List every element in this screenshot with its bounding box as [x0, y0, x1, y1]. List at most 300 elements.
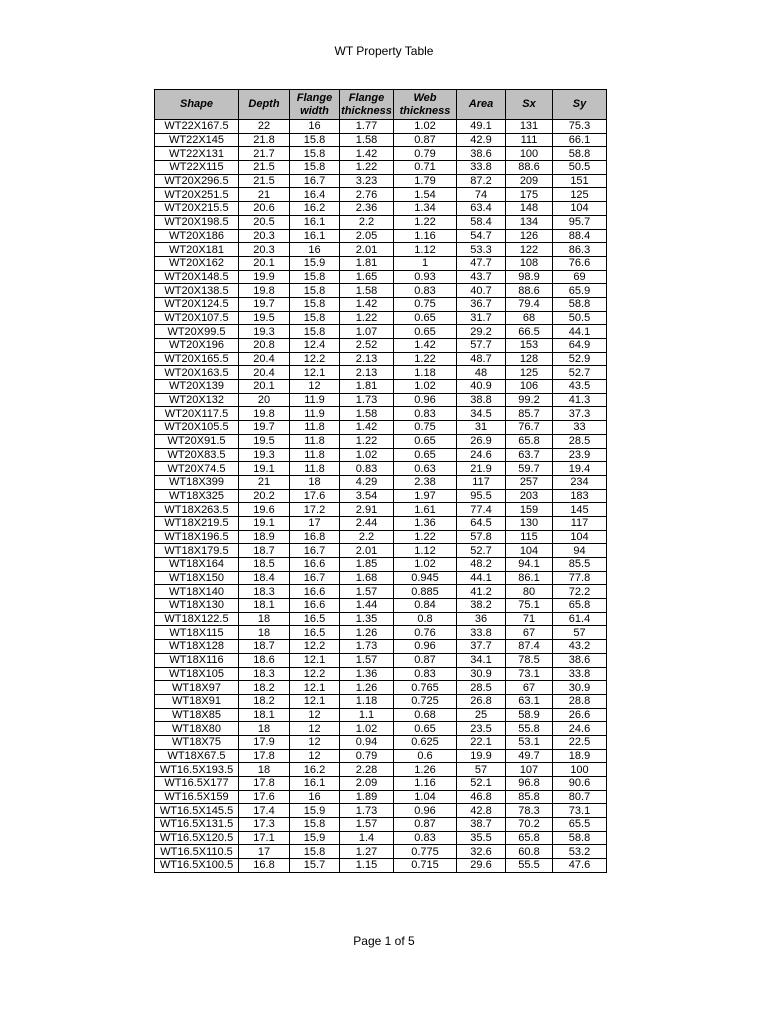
cell-sx: 86.1	[506, 571, 553, 585]
cell-sy: 80.7	[553, 790, 607, 804]
table-row	[155, 859, 607, 873]
cell-sy: 19.4	[553, 462, 607, 476]
cell-sy: 151	[553, 174, 607, 188]
cell-flange-width: 16.1	[290, 215, 340, 229]
cell-flange-width: 16.6	[290, 599, 340, 613]
cell-area: 95.5	[457, 489, 506, 503]
page-title: WT Property Table	[334, 44, 434, 58]
cell-web-thickness: 0.68	[394, 708, 457, 722]
cell-web-thickness: 0.945	[394, 571, 457, 585]
cell-flange-width: 15.8	[290, 270, 340, 284]
cell-flange-thickness: 4.29	[340, 475, 394, 489]
cell-flange-thickness: 1.42	[340, 297, 394, 311]
cell-shape: WT22X115	[155, 161, 239, 175]
table-row	[155, 516, 607, 530]
cell-flange-width: 16.7	[290, 174, 340, 188]
cell-web-thickness: 1.42	[394, 339, 457, 353]
cell-flange-thickness: 2.28	[340, 763, 394, 777]
cell-flange-thickness: 1.57	[340, 653, 394, 667]
cell-web-thickness: 0.96	[394, 393, 457, 407]
cell-sy: 57	[553, 626, 607, 640]
cell-flange-thickness: 2.05	[340, 229, 394, 243]
cell-sy: 104	[553, 530, 607, 544]
cell-area: 26.9	[457, 434, 506, 448]
cell-sy: 85.5	[553, 558, 607, 572]
cell-flange-width: 15.9	[290, 831, 340, 845]
cell-web-thickness: 0.65	[394, 448, 457, 462]
cell-area: 23.5	[457, 722, 506, 736]
cell-shape: WT16.5X193.5	[155, 763, 239, 777]
cell-web-thickness: 1.61	[394, 503, 457, 517]
cell-depth: 20.8	[239, 339, 290, 353]
cell-depth: 20.3	[239, 229, 290, 243]
cell-sy: 183	[553, 489, 607, 503]
table-row	[155, 845, 607, 859]
cell-depth: 20.2	[239, 489, 290, 503]
table-row	[155, 366, 607, 380]
cell-flange-width: 16.7	[290, 571, 340, 585]
cell-area: 47.7	[457, 256, 506, 270]
cell-flange-width: 12.4	[290, 339, 340, 353]
cell-shape: WT18X97	[155, 681, 239, 695]
cell-sy: 53.2	[553, 845, 607, 859]
cell-depth: 18	[239, 612, 290, 626]
cell-area: 26.8	[457, 694, 506, 708]
cell-flange-width: 16.1	[290, 229, 340, 243]
cell-flange-thickness: 1.81	[340, 256, 394, 270]
cell-sy: 28.8	[553, 694, 607, 708]
cell-sy: 76.6	[553, 256, 607, 270]
cell-flange-thickness: 1.26	[340, 681, 394, 695]
cell-flange-width: 16.6	[290, 558, 340, 572]
cell-web-thickness: 0.83	[394, 407, 457, 421]
cell-sy: 77.8	[553, 571, 607, 585]
cell-flange-width: 12	[290, 735, 340, 749]
table-row	[155, 462, 607, 476]
cell-depth: 17.9	[239, 735, 290, 749]
cell-depth: 19.5	[239, 311, 290, 325]
cell-web-thickness: 0.63	[394, 462, 457, 476]
cell-flange-width: 12	[290, 749, 340, 763]
cell-flange-width: 15.8	[290, 161, 340, 175]
cell-web-thickness: 1.16	[394, 777, 457, 791]
table-row	[155, 380, 607, 394]
cell-web-thickness: 0.65	[394, 722, 457, 736]
cell-shape: WT20X91.5	[155, 434, 239, 448]
cell-shape: WT18X130	[155, 599, 239, 613]
cell-sy: 58.8	[553, 831, 607, 845]
cell-sy: 65.5	[553, 818, 607, 832]
cell-depth: 18.7	[239, 544, 290, 558]
cell-sy: 22.5	[553, 735, 607, 749]
cell-flange-thickness: 1.68	[340, 571, 394, 585]
cell-sy: 72.2	[553, 585, 607, 599]
table-row	[155, 694, 607, 708]
cell-area: 33.8	[457, 161, 506, 175]
table-row	[155, 202, 607, 216]
cell-sx: 85.8	[506, 790, 553, 804]
cell-area: 64.5	[457, 516, 506, 530]
cell-shape: WT18X85	[155, 708, 239, 722]
table-row	[155, 640, 607, 654]
cell-area: 52.1	[457, 777, 506, 791]
cell-web-thickness: 0.65	[394, 325, 457, 339]
cell-shape: WT18X128	[155, 640, 239, 654]
table-row	[155, 571, 607, 585]
cell-shape: WT18X122.5	[155, 612, 239, 626]
table-row	[155, 147, 607, 161]
cell-web-thickness: 1.34	[394, 202, 457, 216]
cell-area: 58.4	[457, 215, 506, 229]
cell-web-thickness: 0.75	[394, 421, 457, 435]
cell-web-thickness: 1.16	[394, 229, 457, 243]
cell-area: 19.9	[457, 749, 506, 763]
cell-area: 74	[457, 188, 506, 202]
cell-area: 77.4	[457, 503, 506, 517]
cell-depth: 19.5	[239, 434, 290, 448]
cell-shape: WT18X196.5	[155, 530, 239, 544]
cell-depth: 19.3	[239, 448, 290, 462]
cell-flange-width: 11.8	[290, 462, 340, 476]
header-depth: Depth	[239, 90, 290, 120]
cell-flange-thickness: 1.42	[340, 147, 394, 161]
cell-area: 36.7	[457, 297, 506, 311]
table-row	[155, 599, 607, 613]
cell-sy: 50.5	[553, 161, 607, 175]
cell-web-thickness: 1.12	[394, 243, 457, 257]
cell-area: 38.7	[457, 818, 506, 832]
table-row	[155, 311, 607, 325]
cell-shape: WT20X196	[155, 339, 239, 353]
cell-area: 42.8	[457, 804, 506, 818]
cell-flange-width: 15.9	[290, 256, 340, 270]
cell-shape: WT20X148.5	[155, 270, 239, 284]
table-row	[155, 120, 607, 134]
cell-flange-thickness: 1.57	[340, 585, 394, 599]
cell-flange-thickness: 2.01	[340, 243, 394, 257]
cell-flange-thickness: 1.22	[340, 434, 394, 448]
cell-flange-thickness: 1.57	[340, 818, 394, 832]
cell-web-thickness: 0.96	[394, 640, 457, 654]
table-row	[155, 544, 607, 558]
cell-sx: 203	[506, 489, 553, 503]
cell-web-thickness: 0.87	[394, 653, 457, 667]
cell-flange-width: 16.8	[290, 530, 340, 544]
cell-area: 44.1	[457, 571, 506, 585]
cell-shape: WT20X198.5	[155, 215, 239, 229]
cell-depth: 17.4	[239, 804, 290, 818]
cell-sy: 104	[553, 202, 607, 216]
cell-flange-thickness: 2.36	[340, 202, 394, 216]
cell-flange-thickness: 1.02	[340, 722, 394, 736]
table-row	[155, 763, 607, 777]
cell-sx: 148	[506, 202, 553, 216]
header-area: Area	[457, 90, 506, 120]
cell-flange-thickness: 2.13	[340, 366, 394, 380]
table-row	[155, 831, 607, 845]
cell-web-thickness: 0.625	[394, 735, 457, 749]
cell-depth: 18.2	[239, 681, 290, 695]
cell-web-thickness: 0.65	[394, 434, 457, 448]
table-row	[155, 530, 607, 544]
cell-shape: WT18X164	[155, 558, 239, 572]
cell-flange-thickness: 2.01	[340, 544, 394, 558]
cell-sy: 28.5	[553, 434, 607, 448]
cell-flange-thickness: 1.89	[340, 790, 394, 804]
cell-flange-width: 17.6	[290, 489, 340, 503]
table-row	[155, 352, 607, 366]
cell-sx: 159	[506, 503, 553, 517]
cell-depth: 17.8	[239, 749, 290, 763]
table-row	[155, 612, 607, 626]
cell-shape: WT16.5X145.5	[155, 804, 239, 818]
cell-flange-width: 12	[290, 380, 340, 394]
table-row	[155, 626, 607, 640]
cell-area: 40.7	[457, 284, 506, 298]
cell-flange-thickness: 1.58	[340, 133, 394, 147]
header-flange-width: Flange width	[290, 90, 340, 120]
cell-sx: 66.5	[506, 325, 553, 339]
cell-sx: 63.1	[506, 694, 553, 708]
cell-sy: 24.6	[553, 722, 607, 736]
cell-flange-width: 12.1	[290, 653, 340, 667]
cell-sy: 44.1	[553, 325, 607, 339]
cell-sx: 98.9	[506, 270, 553, 284]
cell-sx: 55.5	[506, 859, 553, 873]
cell-flange-width: 16	[290, 243, 340, 257]
table-row	[155, 284, 607, 298]
cell-area: 87.2	[457, 174, 506, 188]
cell-flange-width: 16	[290, 790, 340, 804]
cell-sx: 122	[506, 243, 553, 257]
cell-flange-thickness: 1.73	[340, 804, 394, 818]
cell-web-thickness: 0.65	[394, 311, 457, 325]
cell-depth: 20.5	[239, 215, 290, 229]
cell-area: 43.7	[457, 270, 506, 284]
cell-sx: 153	[506, 339, 553, 353]
cell-flange-thickness: 1.22	[340, 161, 394, 175]
cell-area: 31	[457, 421, 506, 435]
cell-flange-thickness: 1.44	[340, 599, 394, 613]
cell-area: 32.6	[457, 845, 506, 859]
cell-shape: WT20X138.5	[155, 284, 239, 298]
cell-sy: 30.9	[553, 681, 607, 695]
cell-web-thickness: 1.22	[394, 352, 457, 366]
cell-sy: 52.9	[553, 352, 607, 366]
cell-sx: 94.1	[506, 558, 553, 572]
cell-flange-thickness: 1.65	[340, 270, 394, 284]
cell-depth: 20.1	[239, 256, 290, 270]
cell-sy: 88.4	[553, 229, 607, 243]
cell-web-thickness: 1.97	[394, 489, 457, 503]
cell-depth: 18.3	[239, 667, 290, 681]
cell-sy: 100	[553, 763, 607, 777]
table-row	[155, 818, 607, 832]
cell-flange-thickness: 2.13	[340, 352, 394, 366]
cell-area: 52.7	[457, 544, 506, 558]
cell-sx: 78.3	[506, 804, 553, 818]
cell-web-thickness: 1.79	[394, 174, 457, 188]
cell-flange-width: 15.8	[290, 818, 340, 832]
cell-sx: 59.7	[506, 462, 553, 476]
cell-shape: WT20X251.5	[155, 188, 239, 202]
cell-shape: WT18X325	[155, 489, 239, 503]
cell-shape: WT18X263.5	[155, 503, 239, 517]
cell-web-thickness: 0.87	[394, 133, 457, 147]
cell-shape: WT18X179.5	[155, 544, 239, 558]
cell-flange-thickness: 1.1	[340, 708, 394, 722]
table-body	[155, 120, 607, 873]
cell-shape: WT20X124.5	[155, 297, 239, 311]
cell-area: 46.8	[457, 790, 506, 804]
cell-area: 48	[457, 366, 506, 380]
cell-web-thickness: 1.02	[394, 120, 457, 134]
cell-sx: 60.8	[506, 845, 553, 859]
cell-flange-thickness: 3.23	[340, 174, 394, 188]
table-row	[155, 270, 607, 284]
wt-property-table	[154, 89, 607, 873]
cell-shape: WT22X145	[155, 133, 239, 147]
table-row	[155, 434, 607, 448]
cell-flange-thickness: 1.18	[340, 694, 394, 708]
cell-shape: WT16.5X100.5	[155, 859, 239, 873]
cell-sx: 63.7	[506, 448, 553, 462]
header-flange-thickness: Flange thickness	[340, 90, 394, 120]
cell-shape: WT20X99.5	[155, 325, 239, 339]
cell-area: 34.5	[457, 407, 506, 421]
cell-flange-thickness: 1.07	[340, 325, 394, 339]
table-row	[155, 339, 607, 353]
cell-sx: 100	[506, 147, 553, 161]
cell-sx: 209	[506, 174, 553, 188]
cell-sx: 65.8	[506, 434, 553, 448]
cell-sy: 65.9	[553, 284, 607, 298]
cell-sx: 71	[506, 612, 553, 626]
cell-web-thickness: 1.22	[394, 215, 457, 229]
cell-depth: 19.8	[239, 407, 290, 421]
cell-area: 21.9	[457, 462, 506, 476]
cell-sy: 37.3	[553, 407, 607, 421]
table-row	[155, 489, 607, 503]
cell-web-thickness: 1	[394, 256, 457, 270]
cell-sy: 145	[553, 503, 607, 517]
cell-sx: 79.4	[506, 297, 553, 311]
cell-flange-thickness: 2.09	[340, 777, 394, 791]
table-row	[155, 777, 607, 791]
cell-shape: WT18X140	[155, 585, 239, 599]
cell-sy: 94	[553, 544, 607, 558]
table-row	[155, 735, 607, 749]
cell-sy: 43.5	[553, 380, 607, 394]
cell-flange-width: 15.8	[290, 325, 340, 339]
cell-flange-thickness: 1.85	[340, 558, 394, 572]
cell-flange-width: 11.9	[290, 393, 340, 407]
cell-shape: WT18X150	[155, 571, 239, 585]
cell-sx: 88.6	[506, 284, 553, 298]
header-sx: Sx	[506, 90, 553, 120]
cell-flange-width: 15.8	[290, 133, 340, 147]
cell-area: 57.8	[457, 530, 506, 544]
cell-area: 34.1	[457, 653, 506, 667]
cell-flange-width: 16.6	[290, 585, 340, 599]
cell-depth: 17.1	[239, 831, 290, 845]
cell-sy: 43.2	[553, 640, 607, 654]
table-row	[155, 297, 607, 311]
table-row	[155, 393, 607, 407]
cell-sx: 115	[506, 530, 553, 544]
cell-flange-thickness: 1.36	[340, 667, 394, 681]
cell-area: 38.6	[457, 147, 506, 161]
cell-depth: 19.1	[239, 462, 290, 476]
table-row	[155, 421, 607, 435]
table-row	[155, 653, 607, 667]
cell-shape: WT20X74.5	[155, 462, 239, 476]
cell-web-thickness: 1.22	[394, 530, 457, 544]
cell-sy: 90.6	[553, 777, 607, 791]
cell-sx: 75.1	[506, 599, 553, 613]
cell-depth: 18	[239, 626, 290, 640]
cell-depth: 18.1	[239, 708, 290, 722]
cell-flange-width: 15.8	[290, 284, 340, 298]
cell-web-thickness: 1.18	[394, 366, 457, 380]
cell-shape: WT18X80	[155, 722, 239, 736]
cell-sx: 99.2	[506, 393, 553, 407]
cell-shape: WT20X186	[155, 229, 239, 243]
table-row	[155, 503, 607, 517]
table-row	[155, 790, 607, 804]
cell-sy: 125	[553, 188, 607, 202]
cell-flange-thickness: 2.52	[340, 339, 394, 353]
cell-web-thickness: 0.725	[394, 694, 457, 708]
cell-flange-thickness: 0.94	[340, 735, 394, 749]
cell-area: 48.7	[457, 352, 506, 366]
cell-flange-thickness: 1.81	[340, 380, 394, 394]
cell-web-thickness: 0.83	[394, 831, 457, 845]
cell-shape: WT20X105.5	[155, 421, 239, 435]
cell-area: 25	[457, 708, 506, 722]
cell-depth: 17.6	[239, 790, 290, 804]
cell-sy: 95.7	[553, 215, 607, 229]
cell-area: 53.3	[457, 243, 506, 257]
cell-depth: 18.9	[239, 530, 290, 544]
cell-flange-width: 16.4	[290, 188, 340, 202]
cell-area: 38.2	[457, 599, 506, 613]
cell-sy: 26.6	[553, 708, 607, 722]
cell-depth: 20.4	[239, 366, 290, 380]
table-row	[155, 585, 607, 599]
table-header-row	[155, 90, 607, 120]
table-row	[155, 407, 607, 421]
cell-sx: 53.1	[506, 735, 553, 749]
cell-flange-thickness: 1.58	[340, 407, 394, 421]
table-row	[155, 215, 607, 229]
cell-area: 49.1	[457, 120, 506, 134]
cell-flange-thickness: 1.42	[340, 421, 394, 435]
cell-sx: 125	[506, 366, 553, 380]
cell-shape: WT22X131	[155, 147, 239, 161]
cell-flange-thickness: 1.35	[340, 612, 394, 626]
cell-area: 54.7	[457, 229, 506, 243]
cell-flange-width: 18	[290, 475, 340, 489]
table-row	[155, 558, 607, 572]
cell-sx: 107	[506, 763, 553, 777]
cell-area: 24.6	[457, 448, 506, 462]
cell-sx: 55.8	[506, 722, 553, 736]
cell-web-thickness: 2.38	[394, 475, 457, 489]
cell-shape: WT18X116	[155, 653, 239, 667]
cell-flange-width: 12.2	[290, 352, 340, 366]
cell-depth: 19.7	[239, 297, 290, 311]
